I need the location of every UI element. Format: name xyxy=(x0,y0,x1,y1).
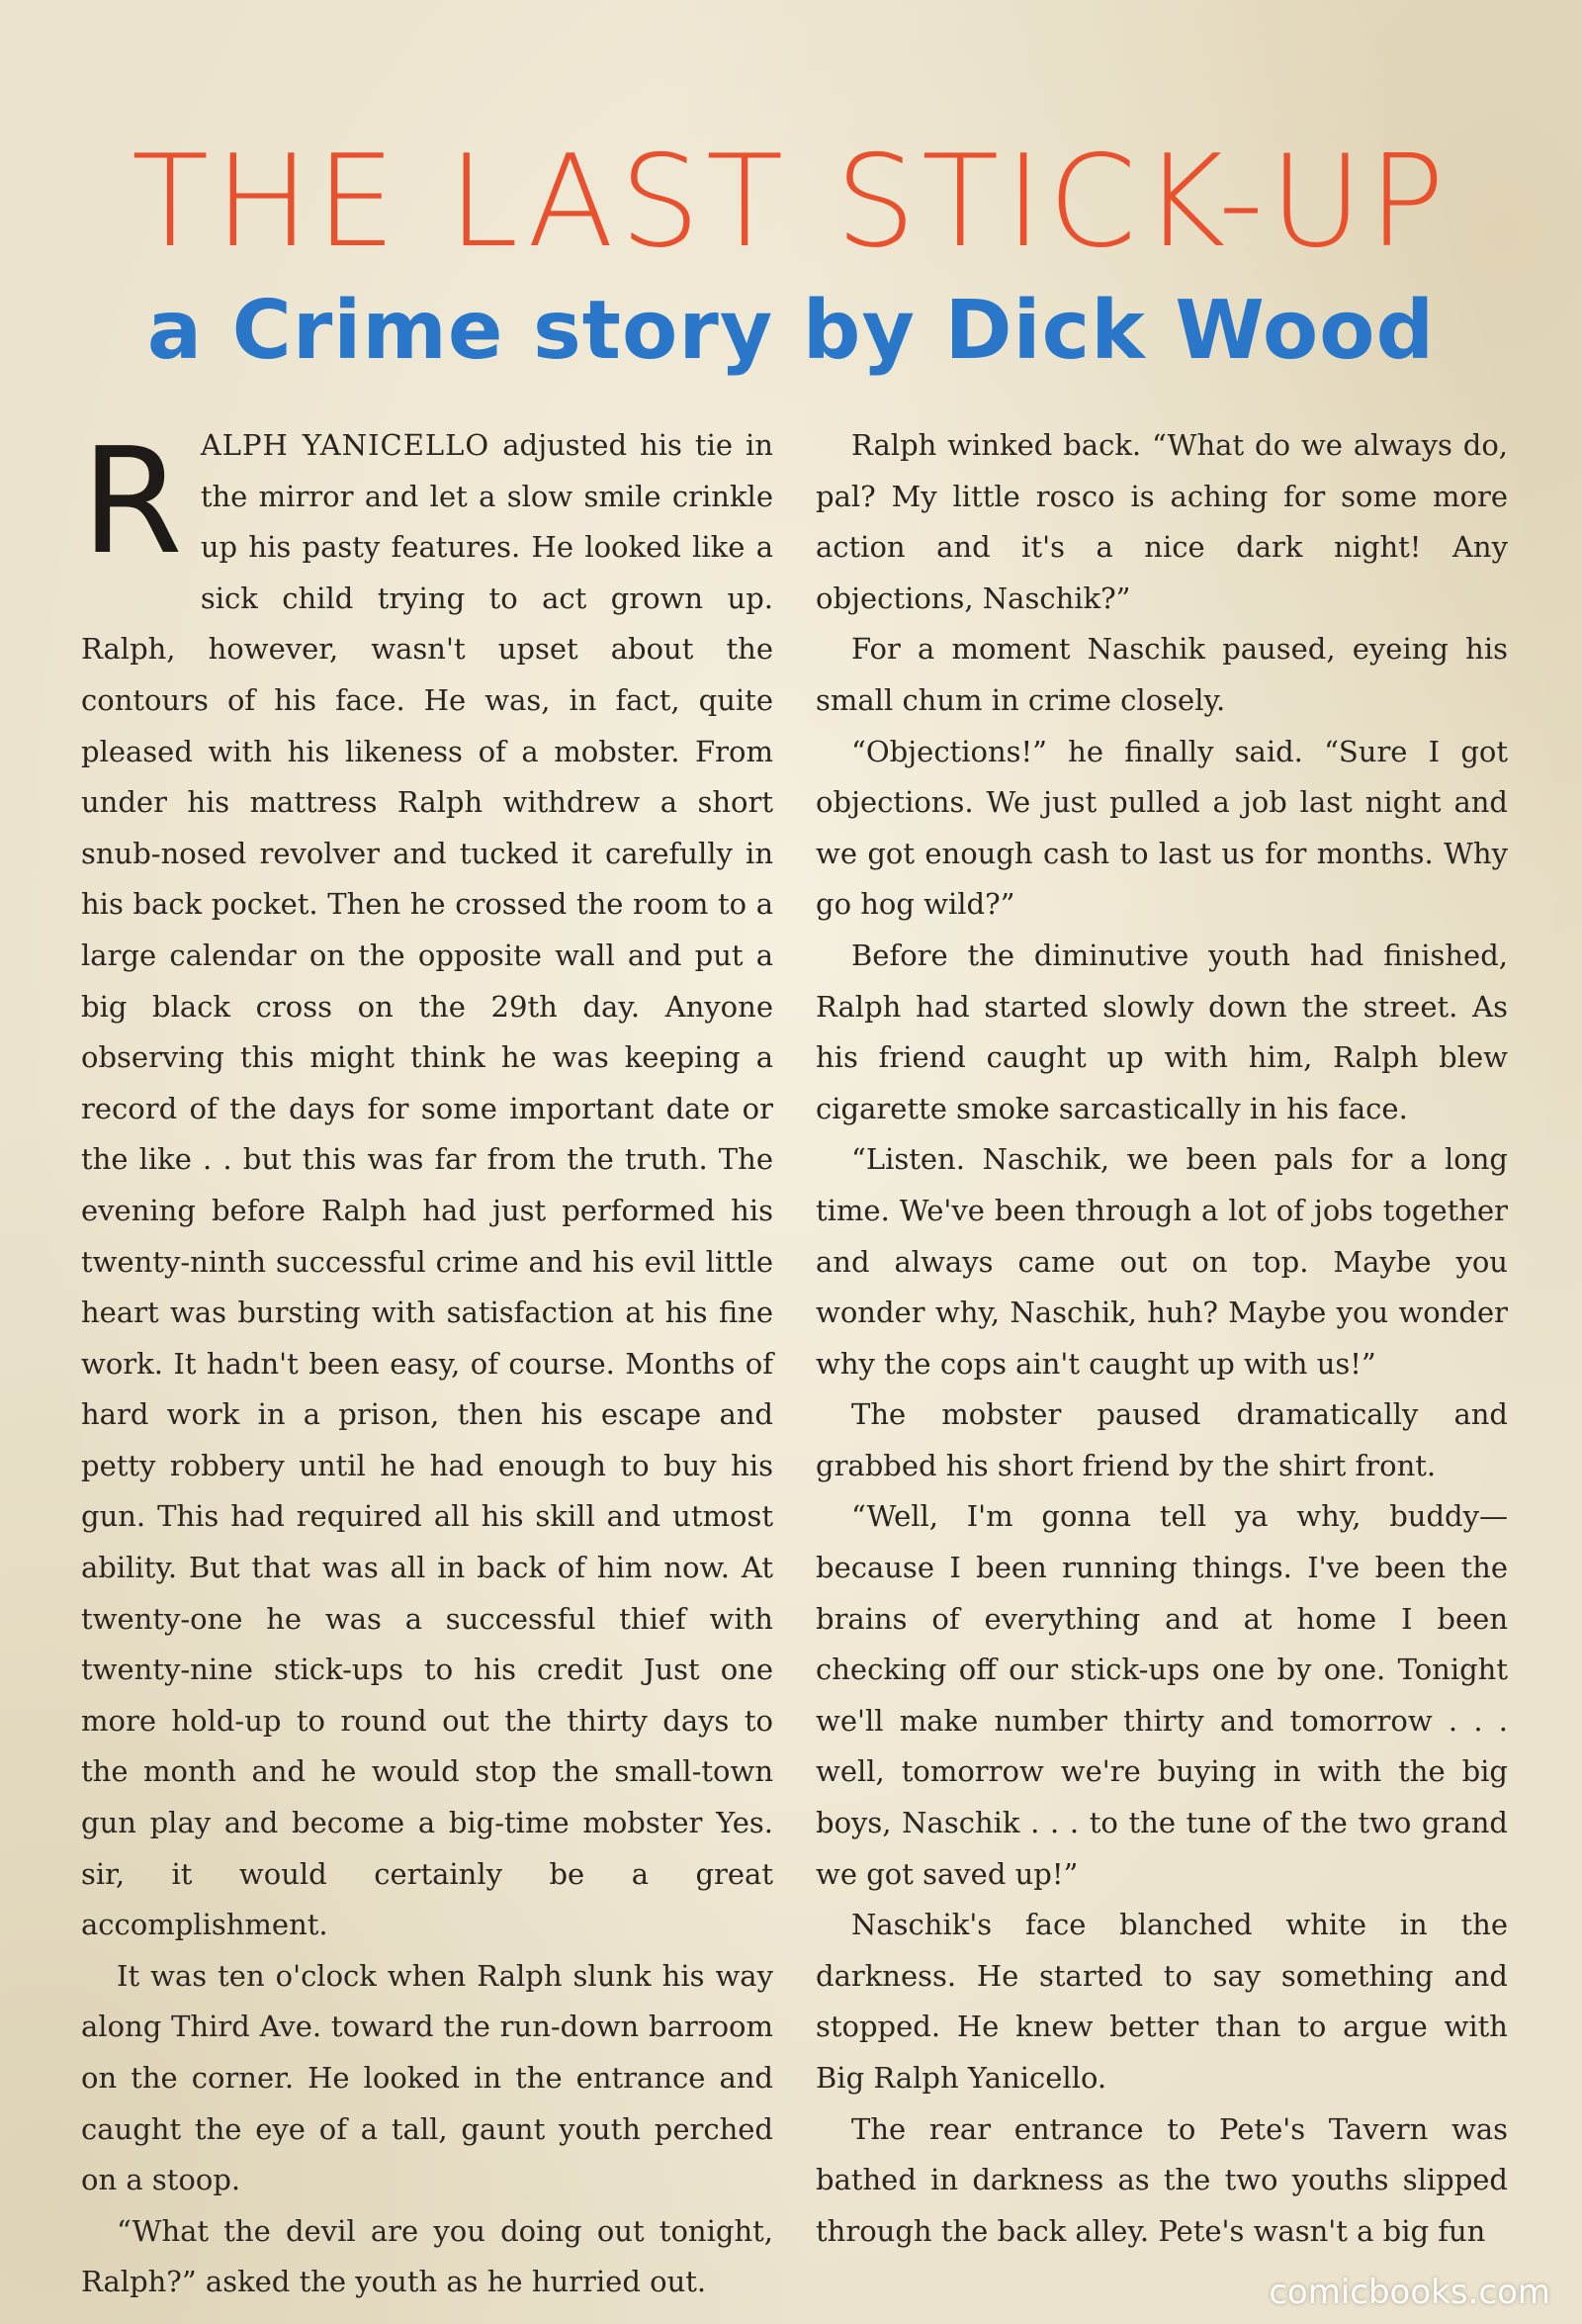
source-watermark: comicbooks.com xyxy=(1269,2273,1550,2312)
paragraph: “Objections!” he finally said. “Sure I got objections. We just pulled a job last night and we got enough cash to last us for months. Why go hog wild?” xyxy=(816,734,1508,922)
left-column xyxy=(81,416,773,2308)
paragraph: “Listen. Naschik, we been pals for a long time. We've been through a lot of jobs together and always came out on top. Maybe you wonder why, Naschik, huh? Maybe you wonder why the cops ain't caught up with us!” xyxy=(816,1142,1508,1381)
drop-cap: R xyxy=(81,416,183,586)
story-title: THE LAST STICK-UP xyxy=(131,129,1451,276)
paragraph: The rear entrance to Pete's Tavern was bathed in darkness as the two youths slipped through the back alley. Pete's wasn't a big fun xyxy=(816,2111,1508,2248)
right-column xyxy=(816,420,1508,2257)
paragraph xyxy=(81,416,773,1951)
story-byline: a Crime story by Dick Wood xyxy=(146,284,1436,378)
paragraph: The mobster paused dramatically and grabbed his short friend by the shirt front. xyxy=(816,1397,1508,1482)
lead-in: ALPH YANICELLO xyxy=(200,428,490,462)
paragraph: For a moment Naschik paused, eyeing his small chum in crime closely. xyxy=(816,632,1508,717)
paragraph: Ralph winked back. “What do we always do, pal? My little rosco is aching for some more action and it's a nice dark night! Any objections, Naschik?” xyxy=(816,428,1508,615)
paragraph: “What the devil are you doing out tonight, Ralph?” asked the youth as he hurried out. xyxy=(81,2213,773,2299)
paragraph: “Well, I'm gonna tell ya why, buddy—because I been running things. I've been the brains of everything and at home I been checking off our stick-ups one by one. Tonight we'll make number thirty and tomorrow . . . well, tomorrow we're buying in with the big boys, Naschik . . . to the tune of the two grand we got saved up!” xyxy=(816,1499,1508,1891)
paragraph-text: adjusted his tie in the mirror and let a slow smile crinkle up his pasty features. He looked like a sick child trying to act grown up. Ralph, however, wasn't upset about the contours of his face. He was, in fact, quite pleased with his likeness of a mobster. From under his mattress Ralph withdrew a short snub-nosed revolver and tucked it carefully in his back pocket. Then he crossed the room to a large calendar on the opposite wall and put a big black cross on the 29th day. Anyone observing this might think he was keeping a record of the days for some important date or the like . . but this was far from the truth. The evening before Ralph had just performed his twenty-ninth successful crime and his evil little heart was bursting with satisfaction at his fine work. It hadn't been easy, of course. Months of hard work in a prison, then his escape and petty robbery until he had enough to buy his gun. This had required all his skill and utmost ability. But that was all in back of him now. At twenty-one he was a successful thief with twenty-nine stick-ups to his credit Just one more hold-up to round out the thirty days to the month and he would stop the small-town gun play and become a big-time mobster Yes. sir, it would certainly be a great accomplishment. xyxy=(81,428,773,1942)
paragraph: Before the diminutive youth had finished, Ralph had started slowly down the street. As his friend caught up with him, Ralph blew cigarette smoke sarcastically in his face. xyxy=(816,938,1508,1125)
paragraph: Naschik's face blanched white in the darkness. He started to say something and stopped. He knew better than to argue with Big Ralph Yanicello. xyxy=(816,1908,1508,2095)
paragraph: It was ten o'clock when Ralph slunk his way along Third Ave. toward the run-down barroom on the corner. He looked in the entrance and caught the eye of a tall, gaunt youth perched on a stoop. xyxy=(81,1958,773,2197)
